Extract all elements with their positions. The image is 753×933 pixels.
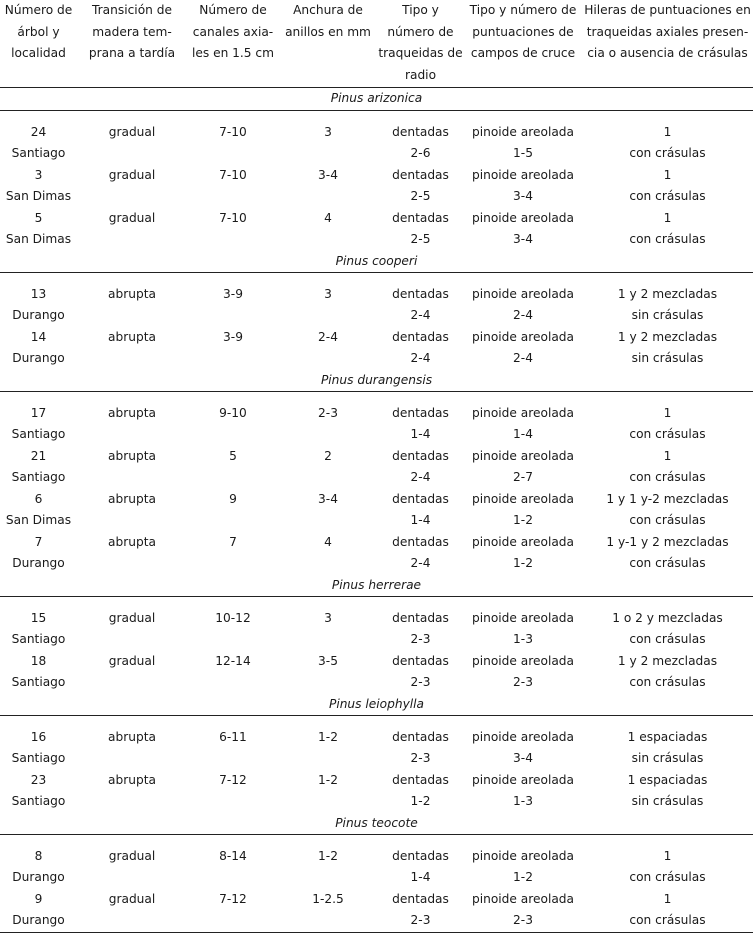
wood-transition: gradual (108, 610, 156, 625)
pit-rows: 1 (663, 167, 672, 182)
species-name: Pinus cooperi (0, 251, 753, 273)
header-ring-width: Anchura de anillos en mm (279, 0, 377, 87)
tree-number: 16 (30, 729, 47, 744)
empty-cell (279, 910, 377, 932)
cross-field-pit-type: pinoide areolada (471, 124, 575, 139)
empty-cell (279, 748, 377, 770)
cross-field-pit-number: 2-4 (513, 351, 533, 366)
ring-width: 4 (324, 534, 332, 549)
table-row (0, 284, 753, 306)
axial-canals: 7-10 (219, 167, 247, 182)
pit-rows: 1 y 2 mezcladas (617, 329, 718, 344)
locality: Durango (12, 870, 65, 885)
wood-transition: abrupta (108, 729, 156, 744)
wood-transition: abrupta (108, 491, 156, 506)
empty-cell (77, 467, 187, 489)
ray-tracheid-type: dentadas (392, 848, 449, 863)
spacer-row (0, 391, 753, 403)
pit-rows: 1 (663, 848, 672, 863)
species-header-row (0, 87, 753, 110)
tree-number: 13 (30, 286, 47, 301)
ray-tracheid-number: 2-3 (410, 632, 431, 647)
spacer-cell (0, 715, 753, 727)
ring-width: 2-3 (318, 405, 338, 420)
locality: Santiago (11, 146, 66, 161)
table-row (0, 122, 753, 144)
cross-field-pit-type: pinoide areolada (471, 448, 575, 463)
empty-cell (77, 348, 187, 370)
crassulae-presence: con crásulas (582, 910, 753, 932)
pit-rows: 1 y 2 mezcladas (617, 653, 718, 668)
crassulae-presence: con crásulas (629, 675, 706, 690)
pit-rows: 1 y 1 y-2 mezcladas (606, 491, 729, 506)
cross-field-pit-number: 1-2 (513, 556, 533, 571)
cross-field-pit-number: 2-3 (513, 675, 533, 690)
ray-tracheid-type: dentadas (392, 653, 449, 668)
cross-field-pit-number: 2-3 (464, 910, 582, 932)
axial-canals: 5 (229, 448, 237, 463)
cross-field-pit-type: pinoide areolada (471, 653, 575, 668)
table-row-continuation (0, 186, 753, 208)
ring-width: 1-2 (318, 772, 338, 787)
ring-width: 3-5 (318, 653, 338, 668)
ring-width: 3-4 (318, 491, 338, 506)
empty-cell (279, 305, 377, 327)
header-row (0, 0, 753, 87)
locality: San Dimas (5, 513, 72, 528)
tree-number: 21 (30, 448, 47, 463)
table-row-continuation (0, 791, 753, 813)
wood-transition: abrupta (108, 286, 156, 301)
species-header-row (0, 370, 753, 392)
axial-canals: 7-12 (219, 891, 247, 906)
table-row-continuation (0, 143, 753, 165)
empty-cell (187, 229, 279, 251)
spacer-cell (0, 834, 753, 846)
cross-field-pit-number: 1-2 (513, 870, 533, 885)
ray-tracheid-type: dentadas (392, 448, 449, 463)
empty-cell (77, 910, 187, 932)
locality: Durango (12, 308, 65, 323)
empty-cell (279, 510, 377, 532)
tree-number: 24 (30, 124, 47, 139)
species-name: Pinus teocote (0, 813, 753, 835)
table-row-continuation (0, 229, 753, 251)
tree-number: 5 (34, 210, 43, 225)
ray-tracheid-number: 2-4 (410, 308, 431, 323)
spacer-cell (0, 272, 753, 284)
species-name: Pinus arizonica (0, 87, 753, 110)
table-row-continuation (0, 748, 753, 770)
crassulae-presence: con crásulas (629, 556, 706, 571)
cross-field-pit-number: 1-3 (513, 794, 533, 809)
cross-field-pit-number: 1-4 (513, 427, 533, 442)
table-row (0, 165, 753, 187)
tree-number: 9 (34, 891, 43, 906)
table-row-continuation (0, 553, 753, 575)
empty-cell (77, 424, 187, 446)
empty-cell (187, 510, 279, 532)
ring-width: 2-4 (318, 329, 338, 344)
locality: Durango (12, 556, 65, 571)
empty-cell (187, 467, 279, 489)
ring-width: 3 (324, 124, 332, 139)
empty-cell (279, 424, 377, 446)
cross-field-pit-type: pinoide areolada (471, 729, 575, 744)
ray-tracheid-type: dentadas (392, 210, 449, 225)
pit-rows: 1 y-1 y 2 mezcladas (606, 534, 729, 549)
crassulae-presence: con crásulas (629, 146, 706, 161)
wood-transition: abrupta (108, 534, 156, 549)
locality: San Dimas (5, 189, 72, 204)
pit-rows: 1 (663, 405, 672, 420)
header-axial-canals: Número de canales axia-les en 1.5 cm (187, 0, 279, 87)
locality: Santiago (11, 632, 66, 647)
empty-cell (279, 467, 377, 489)
spacer-cell (0, 110, 753, 122)
ray-tracheid-type: dentadas (392, 491, 449, 506)
ray-tracheid-number: 1-2 (410, 794, 431, 809)
pit-rows: 1 (663, 448, 672, 463)
ring-width: 3 (324, 286, 332, 301)
ray-tracheid-number: 2-4 (410, 556, 431, 571)
table-row (0, 489, 753, 511)
wood-transition: abrupta (108, 448, 156, 463)
species-name: Pinus durangensis (0, 370, 753, 392)
crassulae-presence: sin crásulas (631, 308, 704, 323)
species-header-row (0, 694, 753, 716)
empty-cell (77, 629, 187, 651)
ray-tracheid-type: dentadas (392, 124, 449, 139)
table-row-continuation (0, 467, 753, 489)
ray-tracheid-type: dentadas (392, 286, 449, 301)
species-name: Pinus leiophylla (0, 694, 753, 716)
axial-canals: 9 (229, 491, 237, 506)
table-row (0, 846, 753, 868)
table-row (0, 608, 753, 630)
empty-cell (77, 229, 187, 251)
wood-transition: gradual (108, 848, 156, 863)
empty-cell (279, 672, 377, 694)
axial-canals: 6-11 (219, 729, 247, 744)
empty-cell (77, 867, 187, 889)
crassulae-presence: sin crásulas (631, 751, 704, 766)
crassulae-presence: sin crásulas (631, 794, 704, 809)
cross-field-pit-type: pinoide areolada (471, 286, 575, 301)
pit-rows: 1 (663, 891, 672, 906)
ray-tracheid-number: 2-6 (410, 146, 431, 161)
header-tree-locality: Número de árbol y localidad (0, 0, 77, 87)
axial-canals: 12-14 (215, 653, 251, 668)
empty-cell (77, 143, 187, 165)
cross-field-pit-type: pinoide areolada (471, 405, 575, 420)
table-row-continuation (0, 629, 753, 651)
table-row (0, 889, 753, 911)
ring-width: 1-2.5 (312, 891, 344, 906)
locality: San Dimas (5, 232, 72, 247)
ring-width: 1-2 (318, 848, 338, 863)
empty-cell (187, 910, 279, 932)
pit-rows: 1 espaciadas (627, 772, 708, 787)
empty-cell (187, 553, 279, 575)
table-row (0, 770, 753, 792)
species-header-row (0, 251, 753, 273)
locality: Santiago (11, 794, 66, 809)
spacer-row (0, 272, 753, 284)
ray-tracheid-number: 2-4 (410, 351, 431, 366)
header-pit-rows-crassulae: Hileras de puntuaciones en traqueidas axiales presen-cia o ausencia de crásulas (582, 0, 753, 87)
ray-tracheid-number: 2-5 (410, 232, 431, 247)
wood-transition: gradual (108, 653, 156, 668)
spacer-row (0, 596, 753, 608)
tree-number: 3 (34, 167, 43, 182)
table-row (0, 446, 753, 468)
locality: Durango (0, 910, 77, 932)
table-row (0, 727, 753, 749)
empty-cell (187, 186, 279, 208)
tree-number: 23 (30, 772, 47, 787)
ray-tracheid-type: dentadas (392, 534, 449, 549)
ray-tracheid-type: dentadas (392, 729, 449, 744)
empty-cell (187, 748, 279, 770)
locality: Durango (12, 351, 65, 366)
wood-transition: gradual (108, 124, 156, 139)
table-body (0, 87, 753, 932)
crassulae-presence: con crásulas (629, 189, 706, 204)
empty-cell (77, 791, 187, 813)
cross-field-pit-number: 3-4 (513, 232, 533, 247)
empty-cell (187, 305, 279, 327)
empty-cell (279, 186, 377, 208)
table-row-continuation (0, 867, 753, 889)
crassulae-presence: con crásulas (629, 232, 706, 247)
empty-cell (279, 229, 377, 251)
tree-number: 6 (34, 491, 43, 506)
wood-transition: abrupta (108, 405, 156, 420)
ray-tracheid-number: 2-3 (410, 675, 431, 690)
table-row-continuation (0, 672, 753, 694)
empty-cell (279, 553, 377, 575)
table-row (0, 327, 753, 349)
empty-cell (187, 629, 279, 651)
spacer-row (0, 110, 753, 122)
axial-canals: 3-9 (223, 286, 243, 301)
ray-tracheid-number: 2-3 (410, 751, 431, 766)
ring-width: 3 (324, 610, 332, 625)
empty-cell (187, 424, 279, 446)
spacer-row (0, 715, 753, 727)
ray-tracheid-number: 2-4 (410, 470, 431, 485)
empty-cell (187, 867, 279, 889)
cross-field-pit-type: pinoide areolada (471, 167, 575, 182)
tree-number: 8 (34, 848, 43, 863)
cross-field-pit-number: 2-4 (513, 308, 533, 323)
spacer-cell (0, 596, 753, 608)
ray-tracheid-number: 1-4 (410, 513, 431, 528)
ray-tracheid-number: 1-4 (410, 427, 431, 442)
cross-field-pit-number: 1-3 (513, 632, 533, 647)
table-row-continuation (0, 424, 753, 446)
tree-number: 7 (34, 534, 43, 549)
ray-tracheid-type: dentadas (392, 772, 449, 787)
cross-field-pit-type: pinoide areolada (471, 491, 575, 506)
ring-width: 1-2 (318, 729, 338, 744)
tree-number: 14 (30, 329, 47, 344)
tree-number: 17 (30, 405, 47, 420)
table-row (0, 532, 753, 554)
cross-field-pit-type: pinoide areolada (471, 891, 575, 906)
axial-canals: 10-12 (215, 610, 251, 625)
cross-field-pit-type: pinoide areolada (471, 329, 575, 344)
ray-tracheid-number: 2-3 (377, 910, 464, 932)
axial-canals: 7-10 (219, 210, 247, 225)
header-ray-tracheids: Tipo y número de traqueidas de radio (377, 0, 464, 87)
cross-field-pit-number: 1-5 (513, 146, 533, 161)
empty-cell (187, 672, 279, 694)
table-row-continuation (0, 510, 753, 532)
empty-cell (279, 867, 377, 889)
crassulae-presence: sin crásulas (631, 351, 704, 366)
pit-rows: 1 o 2 y mezcladas (612, 610, 723, 625)
tree-number: 18 (30, 653, 47, 668)
empty-cell (187, 791, 279, 813)
cross-field-pit-type: pinoide areolada (471, 610, 575, 625)
empty-cell (279, 791, 377, 813)
table-row (0, 403, 753, 425)
empty-cell (279, 348, 377, 370)
axial-canals: 7 (229, 534, 237, 549)
locality: Santiago (11, 751, 66, 766)
table-row-continuation (0, 348, 753, 370)
pit-rows: 1 (663, 210, 672, 225)
species-header-row (0, 813, 753, 835)
axial-canals: 9-10 (219, 405, 247, 420)
axial-canals: 3-9 (223, 329, 243, 344)
cross-field-pit-type: pinoide areolada (471, 534, 575, 549)
ring-width: 2 (324, 448, 332, 463)
ray-tracheid-type: dentadas (392, 405, 449, 420)
empty-cell (279, 143, 377, 165)
empty-cell (77, 510, 187, 532)
ray-tracheid-type: dentadas (392, 167, 449, 182)
wood-transition: gradual (108, 167, 156, 182)
wood-transition: gradual (108, 210, 156, 225)
axial-canals: 7-12 (219, 772, 247, 787)
ray-tracheid-number: 2-5 (410, 189, 431, 204)
crassulae-presence: con crásulas (629, 470, 706, 485)
cross-field-pit-number: 2-7 (513, 470, 533, 485)
wood-transition: abrupta (108, 772, 156, 787)
crassulae-presence: con crásulas (629, 632, 706, 647)
species-header-row (0, 575, 753, 597)
empty-cell (77, 553, 187, 575)
cross-field-pit-number: 3-4 (513, 751, 533, 766)
header-wood-transition: Transición de madera tem-prana a tardía (77, 0, 187, 87)
crassulae-presence: con crásulas (629, 427, 706, 442)
pit-rows: 1 y 2 mezcladas (617, 286, 718, 301)
crassulae-presence: con crásulas (629, 513, 706, 528)
wood-transition: gradual (108, 891, 156, 906)
empty-cell (77, 186, 187, 208)
ray-tracheid-type: dentadas (392, 891, 449, 906)
empty-cell (77, 305, 187, 327)
ray-tracheid-type: dentadas (392, 610, 449, 625)
empty-cell (187, 348, 279, 370)
ring-width: 3-4 (318, 167, 338, 182)
empty-cell (187, 143, 279, 165)
cross-field-pit-type: pinoide areolada (471, 848, 575, 863)
ray-tracheid-number: 1-4 (410, 870, 431, 885)
locality: Santiago (11, 470, 66, 485)
table-row (0, 651, 753, 673)
cross-field-pit-number: 3-4 (513, 189, 533, 204)
species-name: Pinus herrerae (0, 575, 753, 597)
wood-transition: abrupta (108, 329, 156, 344)
empty-cell (279, 629, 377, 651)
ray-tracheid-type: dentadas (392, 329, 449, 344)
pit-rows: 1 (663, 124, 672, 139)
table-row-continuation (0, 305, 753, 327)
spacer-row (0, 834, 753, 846)
cross-field-pit-type: pinoide areolada (471, 772, 575, 787)
cross-field-pit-type: pinoide areolada (471, 210, 575, 225)
table-row-continuation (0, 910, 753, 932)
table-row (0, 208, 753, 230)
locality: Santiago (11, 427, 66, 442)
axial-canals: 8-14 (219, 848, 247, 863)
axial-canals: 7-10 (219, 124, 247, 139)
tree-number: 15 (30, 610, 47, 625)
ring-width: 4 (324, 210, 332, 225)
cross-field-pit-number: 1-2 (513, 513, 533, 528)
header-cross-field-pits: Tipo y número de puntuaciones de campos de cruce (464, 0, 582, 87)
empty-cell (77, 672, 187, 694)
pit-rows: 1 espaciadas (627, 729, 708, 744)
empty-cell (77, 748, 187, 770)
locality: Santiago (11, 675, 66, 690)
spacer-cell (0, 391, 753, 403)
crassulae-presence: con crásulas (629, 870, 706, 885)
